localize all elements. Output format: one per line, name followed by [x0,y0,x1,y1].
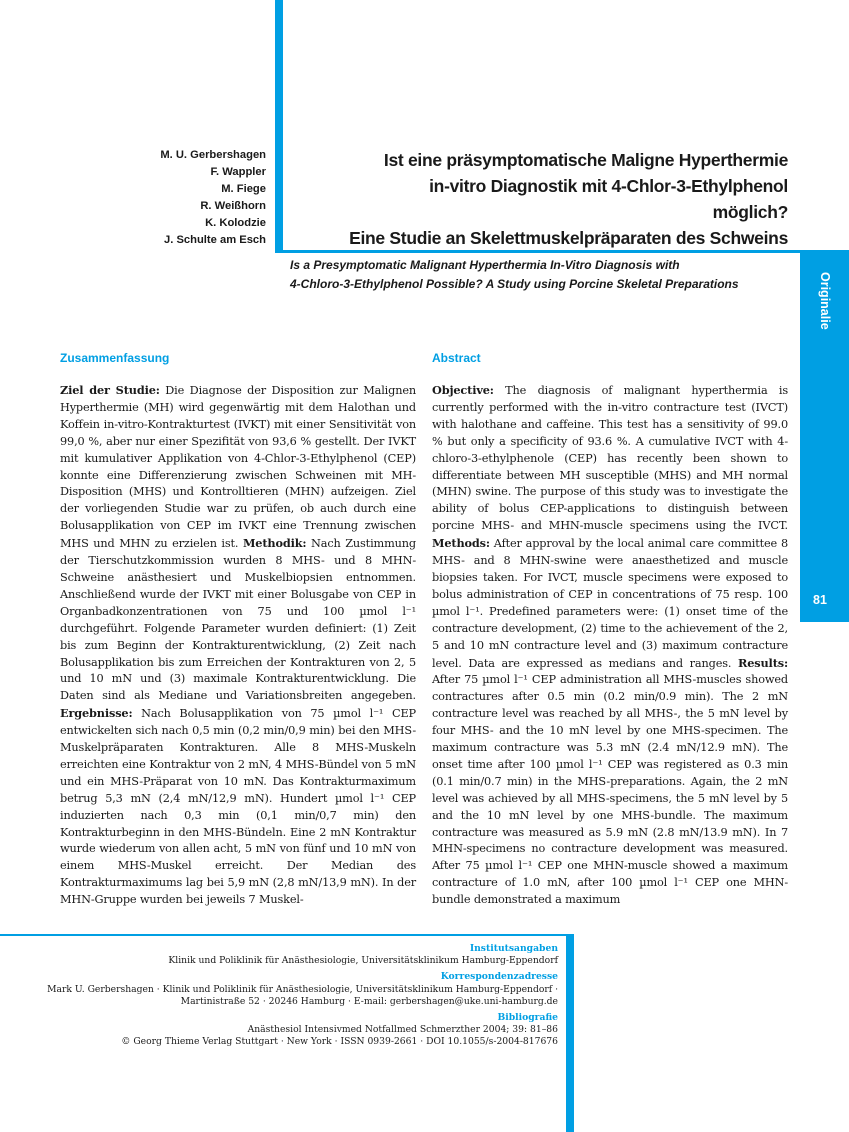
summary-label-methods: Methodik: [242,536,307,551]
author: R. Weißhorn [200,200,266,212]
author: F. Wappler [210,166,266,178]
header-accent-bar [275,0,283,252]
subtitle-line: Is a Presymptomatic Malignant Hyperthermia In-Vitro Diagnosis with [290,258,680,272]
title-line: Eine Studie an Skelettmuskelpräparaten des Schweins [349,228,788,248]
title-line: in-vitro Diagnostik mit 4-Chlor-3-Ethylphenol [429,176,788,196]
summary-heading: Zusammenfassung [60,351,170,365]
abstract-text [432,382,788,909]
bibliography-heading: Bibliografie [497,1012,558,1024]
article-footer [40,943,558,1049]
page-number: 81 [813,593,827,607]
institute-text: Klinik und Poliklinik für Anästhesiologie, Universitätsklinikum Hamburg-Eppendorf [168,955,558,967]
summary-methods-text: Nach Zustimmung der Tierschutzkommission wurden 8 MHS- und 8 MHN-Schweine anästhesiert und Muskelbiopsien entnommen. Anschließend wurde der IVKT mit einer Bolusgabe von CEP in Organbadkonzentrationen von 75 und 100 µmol l⁻¹ durchgeführt. Folgende Parameter wurden definiert: (1) Zeit bis zum Beginn der Kontrakturentwicklung, (2) Zeit nach Bolusapplikation bis zum Erreichen der Kontrakturen von 2, 5 und 10 mN und (3) maximale Kontrakturentwicklung. Die Daten sind als Mediane und Variationsbreiten angegeben. [60,537,416,703]
author-list [60,147,266,249]
summary-results-text: Nach Bolusapplikation von 75 µmol l⁻¹ CEP entwickelten sich nach 0,5 min (0,2 min/0,9 min) bei den MHS-Muskelpräparaten Kontrakturen. Alle 8 MHS-Muskeln erreichten eine Kontraktur von 2 mN, 4 MHS-Bündel von 5 mN und ein MHS-Präparat von 10 mN. Das Kontrakturmaximum betrug 5,3 mN (2,4 mN/12,9 mN). Hundert µmol l⁻¹ CEP induzierten nach 0,3 min (0,1 min/0,7 min) den Kontrakturbeginn in den MHS-Bündeln. Eine 2 mN Kontraktur wurde wiederum von allen acht, 5 mN von fünf und 10 mN von einem MHS-Muskel erreicht. Der Median des Kontrakturmaximums lag bei 5,9 mN (2,8 mN/13,9 mN). In der MHN-Gruppe wurden bei jeweils 7 Muskel- [60,707,416,907]
author: K. Kolodzie [205,217,266,229]
correspondence-text: Mark U. Gerbershagen · Klinik und Poliklinik für Anästhesiologie, Universitätsklinikum Hamburg-Eppendorf · [47,983,558,995]
summary-label-objective: Ziel der Studie: [60,383,160,397]
abstract-label-objective: Objective: [432,383,494,397]
abstract-heading: Abstract [432,351,481,365]
footer-accent-bar [566,934,574,1132]
correspondence-address: Martinistraße 52 · 20246 Hamburg · E-mail: gerbershagen@uke.uni-hamburg.de [180,995,558,1007]
title-line: Ist eine präsymptomatische Maligne Hyperthermie [383,150,788,170]
author: J. Schulte am Esch [164,234,266,246]
english-title [290,256,790,294]
institute-heading: Institutsangaben [469,943,558,954]
bibliography-citation: Anästhesiol Intensivmed Notfallmed Schmerzther 2004; 39: 81–86 [247,1024,558,1036]
footer-divider [0,934,572,936]
summary-text [60,382,416,909]
abstract-label-methods: Methods: [432,536,490,551]
abstract-results-text: After 75 µmol l⁻¹ CEP administration all MHS-muscles showed contractures after 0.5 min (0.2 min/0.9 min). The 2 mN contracture level was reached by all MHS-, the 5 mN level by four MHS- and the 10 mN level by one MHS-specimen. The maximum contracture was 5.3 mN (2.4 mN/12.9 mN). The onset time after 100 µmol l⁻¹ CEP was registered as 0.3 min (0.1 min/0.7 min) in the MHS-preparations. Again, the 2 mN level was achieved by all MHS-specimens, the 5 mN level by 5 and the 10 mN level by one MHS-bundle. The maximum contracture was measured as 5.9 mN (2.8 mN/13.9 mN). In 7 MHN-specimens no contracture development was measured. After 75 µmol l⁻¹ CEP one MHN-muscle showed a maximum contracture of 1.0 mN, after 100 µmol l⁻¹ CEP one MHN-bundle demonstrated a maximum [432,673,788,907]
abstract-methods-text: After approval by the local animal care committee 8 MHS- and 8 MHN-swine were anaesthetized and muscle biopsies taken. For IVCT, muscle specimens were exposed to bolus administration of CEP in concentrations of 75 resp. 100 µmol l⁻¹. Predefined parameters were: (1) onset time of the contracture development, (2) time to the achievement of the 2, 5 and 10 mN contracture level and (3) maximum contracture level. Data are expressed as medians and ranges. [432,537,788,670]
section-label: Originalie [818,272,832,330]
bibliography-publisher: © Georg Thieme Verlag Stuttgart · New York · ISSN 0939-2661 · DOI 10.1055/s-2004-817676 [121,1036,558,1048]
summary-objective-text: Die Diagnose der Disposition zur Malignen Hyperthermie (MH) wird gegenwärtig mit dem Halothan und Koffein in-vitro-Kontrakturtest (IVKT) mit einer Sensitivität von 99,0 %, aber nur einer Spezifität von 93,6 % gestellt. Der IVKT mit kumulativer Applikation von 4-Chlor-3-Ethylphenol (CEP) konnte eine Differenzierung zwischen Schweinen mit MH-Disposition (MHS) und Kontrolltieren (MHN) aufzeigen. Ziel der vorliegenden Studie war zu prüfen, ob auch durch eine Bolusapplikation von CEP im IVKT eine Trennung zwischen MHS und MHN zu erzielen ist. [60,384,416,551]
article-title [290,147,788,251]
title-line: möglich? [712,202,788,222]
author: M. Fiege [221,183,266,195]
summary-label-results: Ergebnisse: [60,706,133,721]
author: M. U. Gerbershagen [160,149,266,161]
correspondence-heading: Korrespondenzadresse [440,971,558,983]
abstract-label-results: Results: [738,655,788,670]
abstract-objective-text: The diagnosis of malignant hyperthermia is currently performed with the in-vitro contracture test (IVCT) with halothane and caffeine. This test has a sensitivity of 99.0 % but only a specificity of 93.6 %. A cumulative IVCT with 4-chloro-3-ethylphenole (CEP) has recently been shown to differentiate between MH susceptible (MHS) and MH normal (MHN) swine. The purpose of this study was to investigate the ability of bolus CEP-applications to distinguish between porcine MHS- and MHN-muscle specimens using the IVCT. [432,384,788,533]
subtitle-line: 4-Chloro-3-Ethylphenol Possible? A Study using Porcine Skeletal Preparations [290,277,739,291]
